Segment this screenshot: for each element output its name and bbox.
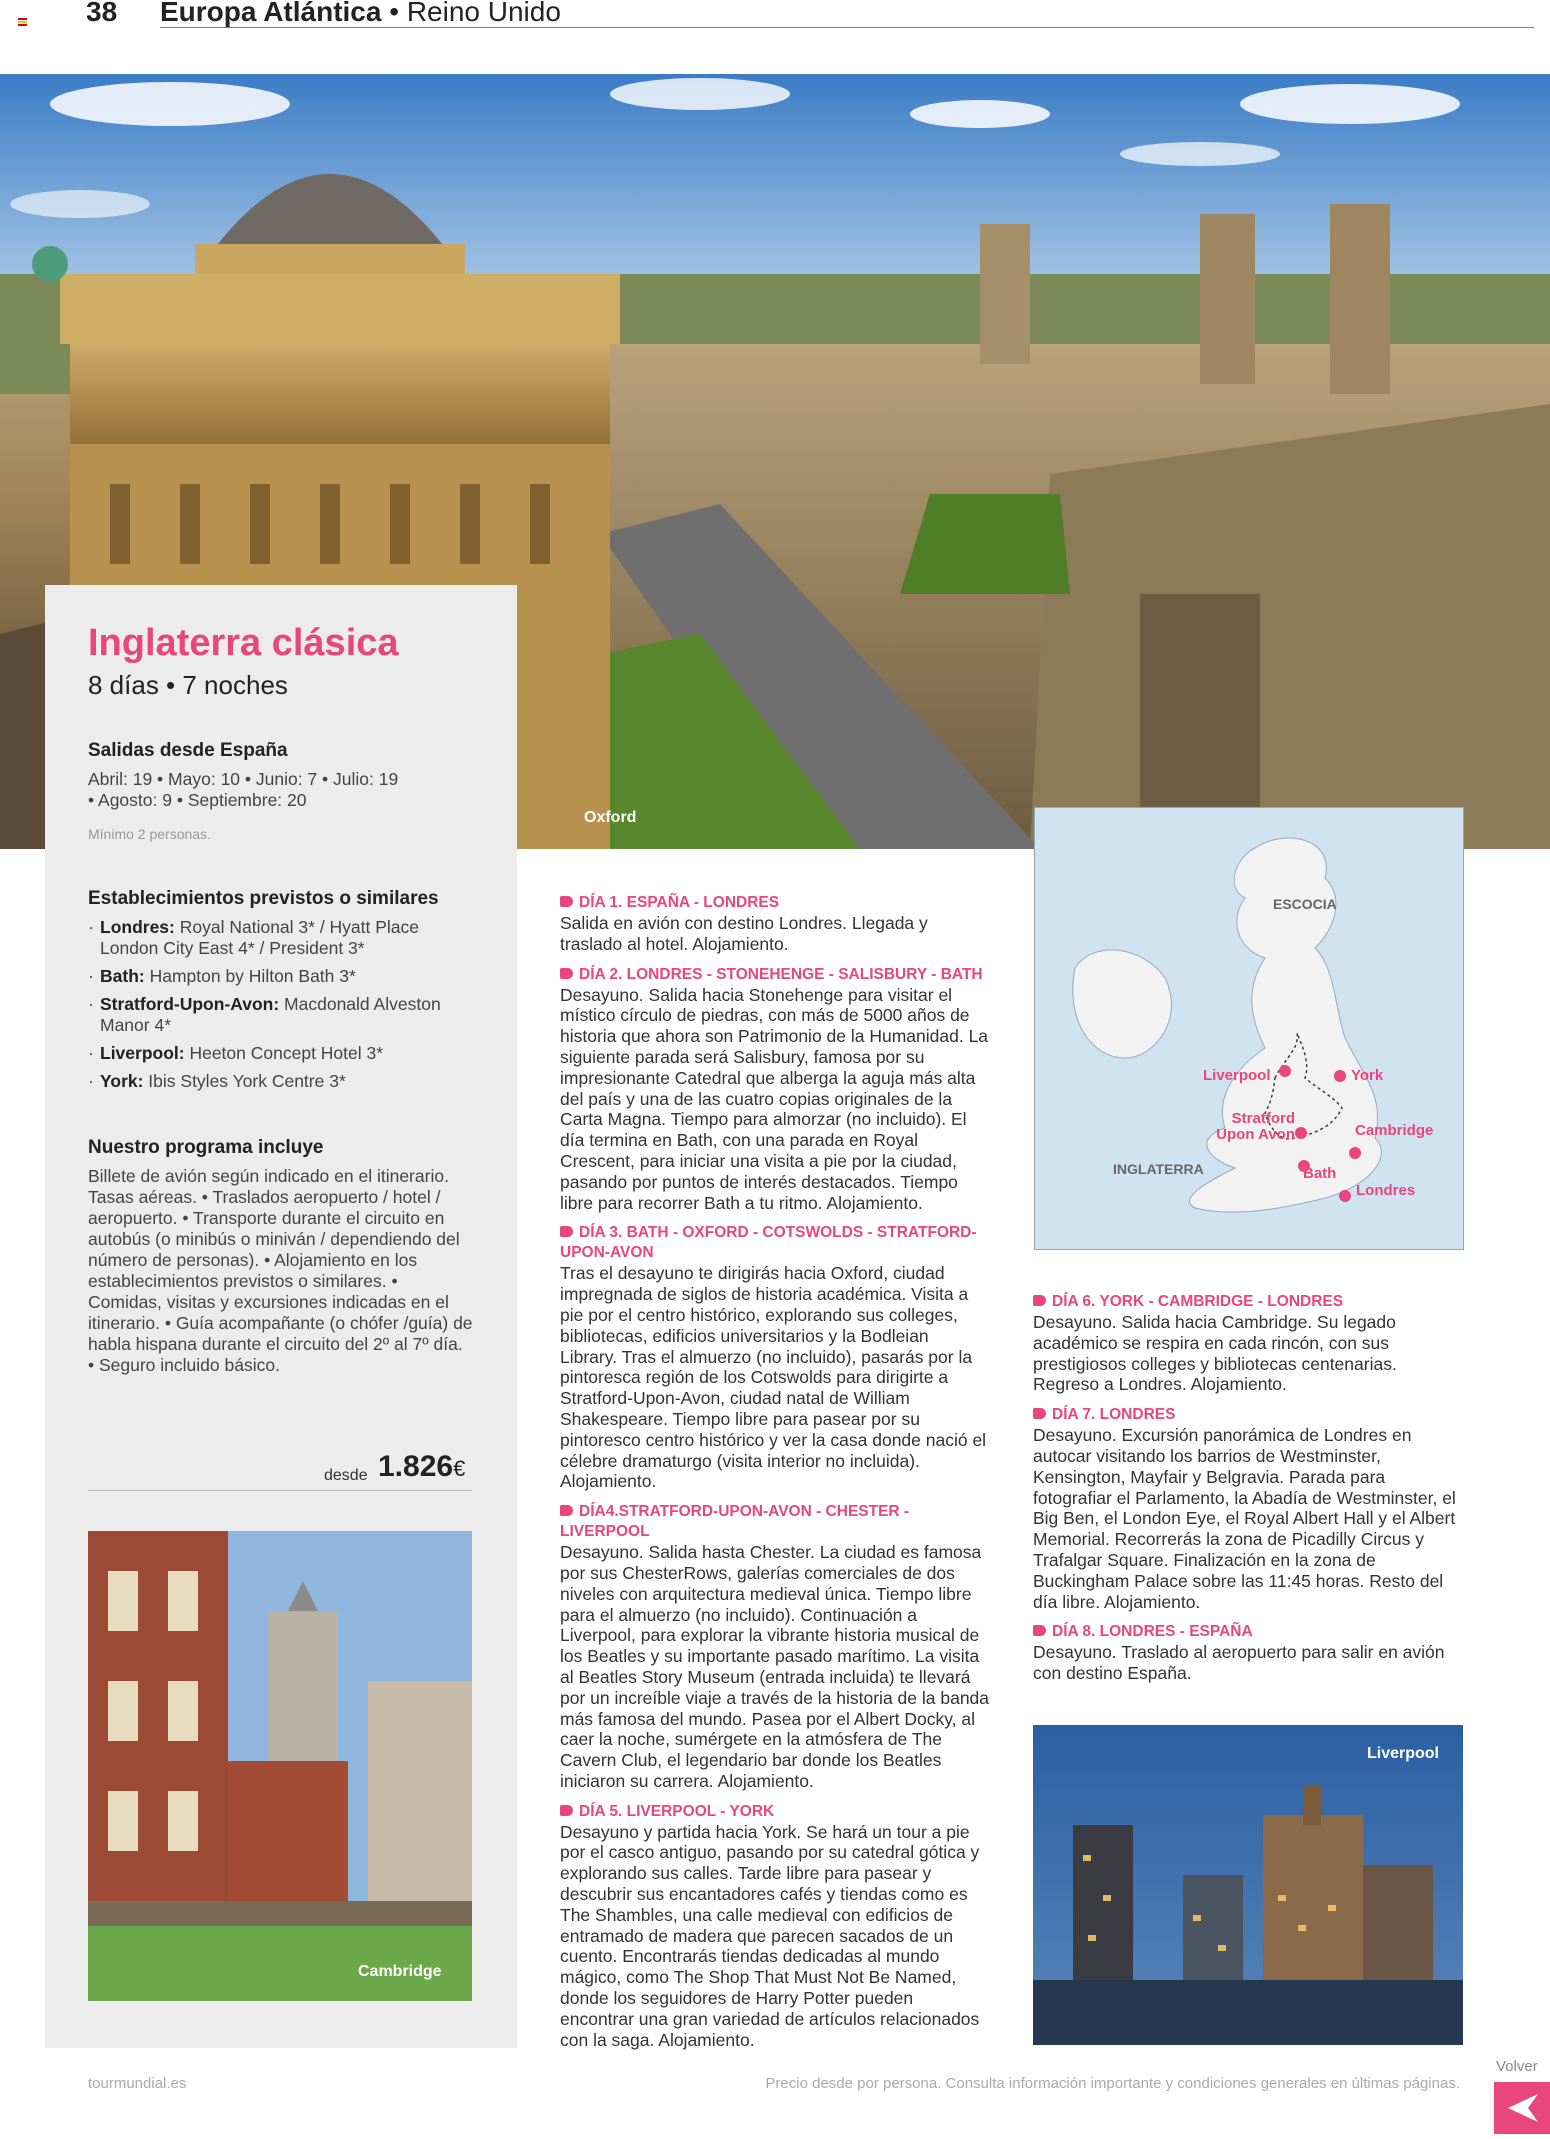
departures-title: Salidas desde España [88,740,288,761]
day-5 [560,1802,990,2051]
departures-line-2: • Agosto: 9 • Septiembre: 20 [88,790,307,810]
minimum-persons-note: Mínimo 2 personas. [88,826,211,842]
day-2 [560,965,990,1214]
map-pin-cambridge [1349,1147,1361,1159]
day-marker-icon [1033,1625,1046,1636]
day-marker-icon [560,1505,573,1516]
day-6-text: Desayuno. Salida hacia Cambridge. Su legado académico se respira en cada rincón, con sus prestigiosos colleges y bibliotecas centenarias. Regreso a Londres. Alojamiento. [1033,1312,1397,1395]
day-5-title: DÍA 5. LIVERPOOL - YORK [560,1802,990,1822]
trip-title: Inglaterra clásica [88,622,399,664]
back-arrow-icon [1494,2082,1550,2134]
map-label-stratford: Stratford Upon Avon [1216,1110,1295,1143]
hotels-title: Establecimientos previstos o similares [88,888,439,909]
day-6 [1033,1292,1463,1395]
day-8 [1033,1622,1463,1684]
footer-site: tourmundial.es [88,2075,187,2092]
itinerary-column-1 [560,893,990,2050]
day-marker-icon [560,1805,573,1816]
map-pin-york [1334,1070,1346,1082]
header-title [160,0,561,28]
liverpool-photo [1033,1725,1463,2045]
map-label-liverpool: Liverpool [1203,1067,1271,1084]
hotel-item-londres: · Londres: Royal National 3* / Hyatt Place London City East 4* / President 3* [88,917,478,959]
includes-text: Billete de avión según indicado en el itinerario. Tasas aéreas. • Traslados aeropuerto / hotel / aeropuerto. • Transporte durante el circuito en autobús (o minibús o miniván / dependiendo del número de personas). • Alojamiento en los establecimientos previstos o similares. • Comidas, visitas y excursiones indicadas en el itinerario. • Guía acompañante (o chófer /guía) de habla hispana durante el circuito del 2º al 7º día. • Seguro incluido básico. [88,1166,473,1375]
day-6-title: DÍA 6. YORK - CAMBRIDGE - LONDRES [1033,1292,1463,1312]
back-button[interactable] [1494,2082,1550,2134]
day-3-text: Tras el desayuno te dirigirás hacia Oxford, ciudad impregnada de siglos de historia académica. Visita a pie por el centro histórico, explorando sus colleges, bibliotecas, edificios universitarios y la Bodleian Library. Tras el almuerzo (no incluido), pasarás por la pintoresca región de los Cotswolds para dirigirte a Stratford-Upon-Avon, ciudad natal de William Shakespeare. Tiempo libre para pasear por su pintoresco centro histórico y ver la casa donde nació el célebre dramaturgo (visita interior no incluida). Alojamiento. [560,1263,987,1492]
hotel-item-liverpool: · Liverpool: Heeton Concept Hotel 3* [88,1043,478,1064]
hotel-item-stratford: · Stratford-Upon-Avon: Macdonald Alveston Manor 4* [88,994,478,1036]
day-marker-icon [560,968,573,979]
day-marker-icon [1033,1295,1046,1306]
spain-flag-icon [18,18,27,25]
day-3-title: DÍA 3. BATH - OXFORD - COTSWOLDS - STRATFORD-UPON-AVON [560,1224,977,1262]
hotel-item-bath: · Bath: Hampton by Hilton Bath 3* [88,966,478,987]
header-section: Europa Atlántica [160,0,382,27]
day-1-text: Salida en avión con destino Londres. Llegada y traslado al hotel. Alojamiento. [560,913,928,954]
liverpool-photo-label: Liverpool [1366,1745,1439,1762]
map-label-york: York [1351,1067,1384,1084]
map-region-escocia: ESCOCIA [1273,896,1337,912]
header-separator: • [381,0,407,27]
trip-duration: 8 días • 7 noches [88,670,288,700]
map-label-londres: Londres [1356,1182,1416,1199]
departures-line-1: Abril: 19 • Mayo: 10 • Junio: 7 • Julio: 19 [88,769,399,789]
day-2-text: Desayuno. Salida hacia Stonehenge para visitar el místico círculo de piedras, con más de 5000 años de historia que ahora son Patrimonio de la Humanidad. La siguiente parada será Salisbury, famosa por su impresionante Catedral que alberga la aguja más alta del país y una de las cuatro copias originales de la Carta Magna. Tiempo para almorzar (no incluido). El día termina en Bath, con una parada en Royal Crescent, para iniciar una visita a pie por la ciudad, pasando por puntos de interés destacados. Tiempo libre para recorrer Bath a tu ritmo. Alojamiento. [560,984,989,1213]
itinerary-column-2 [1033,1292,1463,1684]
map-pin-liverpool [1279,1065,1291,1077]
day-marker-icon [1033,1408,1046,1419]
hero-photo-label: Oxford [584,809,637,826]
cambridge-photo-label: Cambridge [358,1963,442,1980]
day-4-title: DÍA4.STRATFORD-UPON-AVON - CHESTER - LIVERPOOL [560,1503,910,1541]
page-number: 38 [86,0,118,27]
back-label[interactable]: Volver [1496,2058,1538,2075]
day-8-title: DÍA 8. LONDRES - ESPAÑA [1033,1622,1463,1642]
map-label-bath: Bath [1303,1165,1337,1182]
day-8-text: Desayuno. Traslado al aeropuerto para salir en avión con destino España. [1033,1642,1445,1684]
day-1 [560,893,990,955]
hotel-item-york: · York: Ibis Styles York Centre 3* [88,1071,478,1092]
hotels-list [88,917,478,1099]
price-prefix: desde [324,1467,368,1484]
map-label-cambridge: Cambridge [1355,1122,1434,1139]
includes-title: Nuestro programa incluye [88,1137,324,1158]
price-currency: € [453,1456,466,1481]
price-amount: 1.826 [378,1450,454,1483]
map-pin-londres [1339,1190,1351,1202]
price [378,1450,465,1484]
day-4 [560,1502,990,1792]
day-1-title: DÍA 1. ESPAÑA - LONDRES [560,893,990,913]
day-7-title: DÍA 7. LONDRES [1033,1405,1463,1425]
liverpool-illustration [1033,1725,1463,2045]
day-7 [1033,1405,1463,1612]
day-marker-icon [560,896,573,907]
footer-note: Precio desde por persona. Consulta información importante y condiciones generales en últimas páginas. [765,2075,1460,2092]
day-marker-icon [560,1226,573,1237]
cambridge-photo [88,1531,472,2001]
day-5-text: Desayuno y partida hacia York. Se hará un tour a pie por el casco antiguo, pasando por su catedral gótica y explorando sus calles. Tarde libre para pasear y descubrir sus encantadores cafés y tiendas como es The Shambles, una calle medieval con edificios de entramado de madera que parecen sacados de un cuento. Encontrarás tiendas dedicadas al mundo mágico, como The Shop That Must Not Be Named, donde los seguidores de Harry Potter pueden encontrar una gran variedad de artículos relacionados con la saga. Alojamiento. [560,1821,980,2050]
header-rule [160,27,1534,28]
day-3 [560,1223,990,1492]
map-pin-stratford [1295,1127,1307,1139]
map-region-inglaterra: INGLATERRA [1113,1161,1204,1177]
day-4-text: Desayuno. Salida hasta Chester. La ciudad es famosa por sus ChesterRows, galerías comerciales de dos niveles con arquitectura medieval única. Tiempo libre para el almuerzo (no incluido). Continuación a Liverpool, para explorar la vibrante historia musical de los Beatles y su importante pasado marítimo. La visita al Beatles Story Museum (entrada incluida) te llevará por un increíble viaje a través de la historia de la banda más famosa del mundo. Pasea por el Albert Docky, al caer la noche, sumérgete en la atmósfera de The Cavern Club, el legendario bar donde los Beatles iniciaron su carrera. Alojamiento. [560,1542,990,1791]
header-subsection: Reino Unido [406,0,561,27]
price-divider [88,1490,472,1491]
route-map [1034,807,1464,1250]
cambridge-illustration [88,1531,472,2001]
day-2-title: DÍA 2. LONDRES - STONEHENGE - SALISBURY - BATH [560,965,990,985]
day-7-text: Desayuno. Excursión panorámica de Londres en autocar visitando los barrios de Westminster, Kensington, Mayfair y Belgravia. Parada para fotografiar el Parlamento, la Abadía de Westminster, el Big Ben, el London Eye, el Royal Albert Hall y el Albert Memorial. Recorrerás la zona de Picadilly Circus y Trafalgar Square. Finalización en la zona de Buckingham Palace sobre las 11:45 horas. Resto del día libre. Alojamiento. [1033,1425,1456,1612]
